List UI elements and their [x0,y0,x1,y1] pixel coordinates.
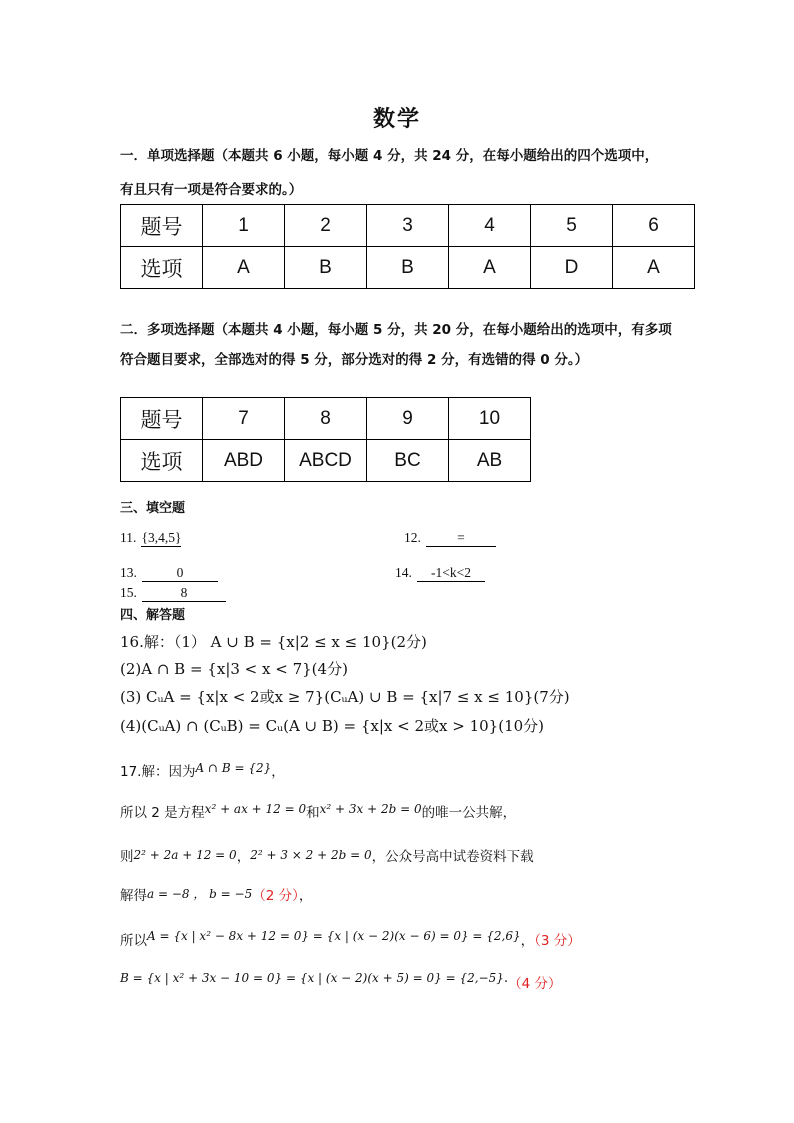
q17-line-4-score: （2 分） [252,888,299,904]
q17-line-1-suffix: ， [271,764,285,780]
question-number-12: 12. [404,530,421,545]
q17-line-5-prefix: 所以 [120,933,147,949]
section2-heading-line2: 符合题目要求，全部选对的得 5 分，部分选对的得 2 分，有选错的得 0 分。） [120,352,589,368]
page-title: 数学 [372,107,421,132]
q17-line-6-sep: . [503,970,509,986]
answer-cell: B [285,247,367,289]
question-number-14: 14. [395,565,412,580]
answer-cell: AB [449,440,531,482]
q17-line-3-prefix: 则 [120,849,134,865]
q17-line-3-math-1: 2² + 2a + 12 = 0 [133,848,237,862]
table-row [121,440,531,482]
answer-cell: D [531,247,613,289]
answer-14: -1<k<2 [417,565,485,582]
question-number: 4 [449,205,531,247]
answer-cell: B [367,247,449,289]
q17-line-1 [120,760,285,780]
fill-answer-13 [120,562,218,582]
table-answer-label: 选项 [121,247,203,289]
fill-answer-15 [120,582,226,602]
q17-line-3 [120,845,534,865]
table-header-label: 题号 [121,205,203,247]
question-number-15: 15. [120,585,137,600]
answer-cell: A [449,247,531,289]
table-answer-label: 选项 [121,440,203,482]
question-number: 6 [613,205,695,247]
q17-line-5-score: （3 分） [534,933,581,949]
section2-heading-line1: 二．多项选择题（本题共 4 小题，每小题 5 分，共 20 分，在每小题给出的选项中，有多项 [120,322,672,338]
question-number: 1 [203,205,285,247]
table-row [121,205,695,247]
answer-cell: A [613,247,695,289]
answer-15: 8 [142,585,226,602]
section1-heading-line1: 一．单项选择题（本题共 6 小题，每小题 4 分，共 24 分，在每小题给出的四个选项中， [120,148,659,164]
q16-line-1: 16.解：（1） A ∪ B = {x|2 ≤ x ≤ 10}(2分) [120,633,427,651]
question-number: 2 [285,205,367,247]
table-row [121,247,695,289]
question-number-13: 13. [120,565,137,580]
q17-line-5 [120,929,581,949]
q17-line-3-math-2: 2² + 3 × 2 + 2b = 0 [250,848,372,862]
question-number: 8 [285,398,367,440]
multiple-choice-answer-table [120,397,531,482]
table-row [121,398,531,440]
q17-line-5-sep: ， [520,933,535,949]
question-number: 10 [449,398,531,440]
fill-answer-12 [404,527,496,547]
fill-answer-11 [120,527,181,547]
answer-11: {3,4,5} [141,530,182,545]
q17-line-6 [120,966,562,992]
q17-line-4-prefix: 解得 [120,888,147,904]
q17-line-3-suffix: ，公众号高中试卷资料下载 [371,849,534,865]
q17-line-1-math: A ∩ B = {2} [195,761,272,775]
question-number: 9 [367,398,449,440]
question-number-11: 11. [120,530,137,545]
answer-cell: ABCD [285,440,367,482]
q17-line-2-prefix: 所以 2 是方程 [120,805,205,821]
q17-line-2-math-2: x² + 3x + 2b = 0 [319,802,422,816]
q17-line-2-mid: 和 [306,805,320,821]
question-number: 7 [203,398,285,440]
q16-line-4: (4)(CᵤA) ∩ (CᵤB) = Cᵤ(A ∪ B) = {x|x < 2或x > 10}(10分) [120,717,545,735]
answer-cell: A [203,247,285,289]
q17-line-2-math-1: x² + ax + 12 = 0 [204,802,307,816]
section1-heading-line2: 有且只有一项是符合要求的。） [120,182,303,198]
q17-line-2-suffix: 的唯一公共解， [421,805,517,821]
single-choice-answer-table [120,204,695,289]
answer-12: = [426,530,496,547]
q17-line-4-suffix: ， [298,888,313,904]
q17-line-6-math: B = {x | x² + 3x − 10 = 0} = {x | (x − 2)(x + 5) = 0} = {2,−5} [120,971,504,985]
q17-line-1-prefix: 17.解：因为 [120,764,196,780]
q16-line-3: (3) CᵤA = {x|x < 2或x ≥ 7}(CᵤA) ∪ B = {x|7 ≤ x ≤ 10}(7分) [120,688,570,706]
q17-line-4 [120,884,312,904]
q17-line-6-score: （4 分） [508,976,562,992]
q17-line-4-math: a = −8 ， b = −5 [147,887,253,901]
answer-cell: BC [367,440,449,482]
q17-line-5-math: A = {x | x² − 8x + 12 = 0} = {x | (x − 2)(x − 6) = 0} = {2,6} [147,929,521,943]
q17-line-3-sep: ， [236,849,251,865]
question-number: 5 [531,205,613,247]
section4-heading: 四、解答题 [120,608,186,623]
question-number: 3 [367,205,449,247]
q17-line-2 [120,801,516,821]
section3-heading: 三、填空题 [120,501,186,516]
answer-13: 0 [142,565,218,582]
fill-answer-14 [395,562,485,582]
table-header-label: 题号 [121,398,203,440]
answer-cell: ABD [203,440,285,482]
q16-line-2: (2)A ∩ B = {x|3 < x < 7}(4分) [120,660,348,678]
